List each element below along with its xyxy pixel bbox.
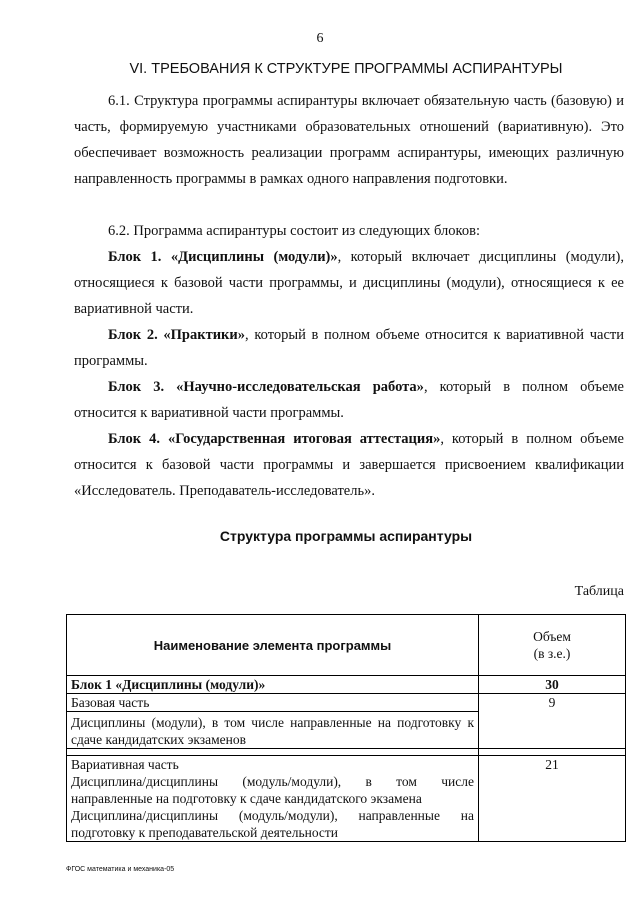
paragraph-6-2 (74, 218, 624, 244)
table-header-row (67, 615, 626, 676)
base-part-label: Базовая часть (71, 695, 150, 710)
base-part-desc: Дисциплины (модули), в том числе направленные на подготовку к сдаче кандидатских экзаменов (67, 711, 478, 748)
table-row-spacer (67, 749, 626, 756)
table-row-variative (67, 756, 626, 842)
table-row-base (67, 694, 626, 749)
program-structure-table (66, 614, 626, 842)
block1-volume-cell: 30 (479, 676, 626, 694)
block-4-title: Блок 4. «Государственная итоговая аттестация» (108, 431, 441, 447)
section-title: VI. ТРЕБОВАНИЯ К СТРУКТУРЕ ПРОГРАММЫ АСПИРАНТУРЫ (129, 61, 563, 77)
column-header-volume-line2: (в з.е.) (533, 646, 571, 661)
block-3-title: Блок 3. «Научно-исследовательская работа» (108, 379, 424, 395)
block-4-text: , который в полном объеме относится к базовой части программы и завершается присвоением квалификации «Исследователь. Преподаватель-исследователь». (74, 431, 624, 499)
block-4-paragraph (74, 426, 624, 504)
table-heading: Структура программы аспирантуры (219, 528, 473, 544)
variative-volume-cell: 21 (479, 756, 626, 842)
paragraph-6-1 (74, 88, 624, 192)
variative-desc-1: Дисциплина/дисциплины (модуль/модули), в том числе направленные на подготовку к сдаче кандидатского экзамена (71, 774, 474, 806)
block-3-text: , который в полном объеме относится к вариативной части программы. (74, 379, 624, 421)
block-2-title: Блок 2. «Практики» (108, 327, 246, 343)
column-header-volume-line1: Объем (533, 629, 571, 644)
block-1-paragraph (74, 244, 624, 322)
page-number: 6 (316, 31, 324, 46)
block-3-paragraph (74, 374, 624, 426)
column-header-volume (479, 615, 626, 676)
column-header-name: Наименование элемента программы (67, 615, 479, 676)
table-caption: Таблица (574, 584, 624, 599)
block-1-title: Блок 1. «Дисциплины (модули)» (108, 249, 338, 265)
paragraph-6-1-text: 6.1. Структура программы аспирантуры включает обязательную часть (базовую) и часть, формируемую участниками образовательных отношений (вариативную). Это обеспечивает возможность реализации программ аспирантуры, имеющих различную направленность программы в рамках одного направления подготовки. (74, 93, 624, 187)
variative-part-cell (67, 756, 479, 842)
base-part-cell (67, 694, 479, 749)
variative-desc-2: Дисциплина/дисциплины (модуль/модули), направленные на подготовку к преподавательской деятельности (71, 808, 474, 840)
block-2-paragraph (74, 322, 624, 374)
base-volume-cell: 9 (479, 694, 626, 749)
variative-part-label: Вариативная часть (71, 757, 179, 772)
paragraph-6-2-text: 6.2. Программа аспирантуры состоит из следующих блоков: (108, 223, 480, 239)
footer-note: ФГОС математика и механика-05 (66, 866, 175, 873)
block1-name-cell: Блок 1 «Дисциплины (модули)» (67, 676, 479, 694)
table-row-block1 (67, 676, 626, 694)
block-2-text: , который в полном объеме относится к вариативной части программы. (74, 327, 624, 369)
block-1-text: , который включает дисциплины (модули), относящиеся к базовой части программы, и дисциплины (модули), относящиеся к ее вариативной части. (74, 249, 624, 317)
